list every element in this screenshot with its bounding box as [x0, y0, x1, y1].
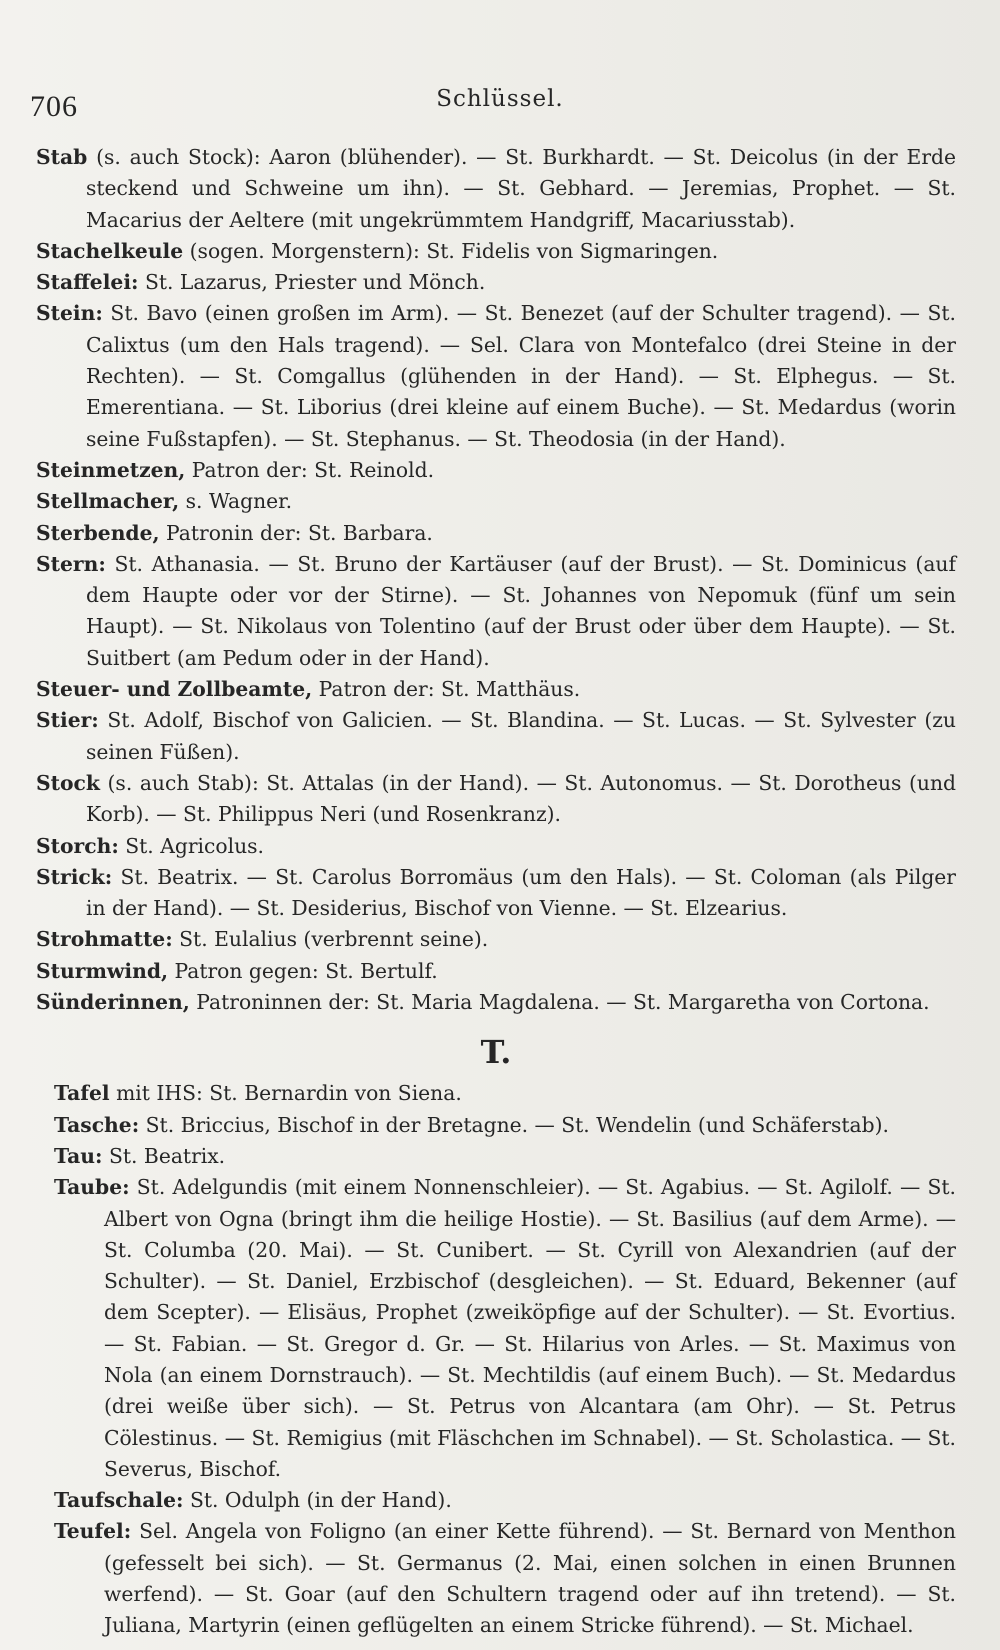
- entry-text: St. Agricolus.: [118, 833, 264, 858]
- entry-head: Stier:: [36, 708, 99, 733]
- entry-head: Taufschale:: [54, 1488, 184, 1513]
- page-number: 706: [30, 90, 78, 123]
- index-entry: [36, 831, 956, 862]
- entry-text: St. Lazarus, Priester und Mönch.: [138, 270, 486, 295]
- entry-text: Patron der: St. Reinold.: [185, 457, 435, 482]
- entry-head: Stachelkeule: [36, 238, 184, 263]
- entry-text: s. Wagner.: [179, 489, 293, 514]
- index-entry: [36, 768, 956, 831]
- index-entry: [54, 1516, 956, 1641]
- entry-text: Patronin der: St. Barbara.: [159, 520, 433, 545]
- entry-head: Strick:: [36, 864, 113, 889]
- entry-text: Sel. Angela von Foligno (an einer Kette führend). — St. Bernard von Menthon (gefesselt bei sich). — St. Germanus (2. Mai, einen solchen in einen Brunnen werfend). — St. Goar (auf den Schultern tragend oder auf ihn tretend). — St. Juliana, Martyrin (einen geflügelten an einem Stricke führend). — St. Michael.: [104, 1519, 956, 1638]
- index-entry: [54, 1141, 956, 1172]
- entry-head: Teufel:: [54, 1519, 132, 1544]
- entry-text: St. Adolf, Bischof von Galicien. — St. Blandina. — St. Lucas. — St. Sylvester (zu seinen Füßen).: [86, 708, 956, 764]
- entry-head: Stellmacher,: [36, 489, 180, 514]
- entry-text: St. Odulph (in der Hand).: [183, 1488, 452, 1513]
- index-entry: [54, 1485, 956, 1516]
- index-entry: [36, 956, 956, 987]
- entry-head: Steinmetzen,: [36, 457, 186, 482]
- index-entry: [36, 267, 956, 298]
- entry-head: Stein:: [36, 301, 103, 326]
- index-entry: [36, 674, 956, 705]
- entry-text: Patroninnen der: St. Maria Magdalena. — St. Margaretha von Cortona.: [189, 990, 930, 1015]
- entry-text: St. Adelgundis (mit einem Nonnenschleier). — St. Agabius. — St. Agilolf. — St. Albert von Ogna (bringt ihm die heilige Hostie). — St. Basilius (auf dem Arme). — St. Columba (20. Mai). — St. Cunibert. — St. Cyrill von Alexandrien (auf der Schulter). — St. Daniel, Erzbischof (desgleichen). — St. Eduard, Bekenner (auf dem Scepter). — Elisäus, Prophet (zweiköpfige auf der Schulter). — St. Evortius. — St. Fabian. — St. Gregor d. Gr. — St. Hilarius von Arles. — St. Maximus von Nola (an einem Dornstrauch). — St. Mechtildis (auf einem Buch). — St. Medardus (drei weiße über sich). — St. Petrus von Alcantara (am Ohr). — St. Petrus Cölestinus. — St. Remigius (mit Fläschchen im Schnabel). — St. Scholastica. — St. Severus, Bischof.: [104, 1175, 956, 1481]
- entry-text: St. Briccius, Bischof in der Bretagne. — St. Wendelin (und Schäferstab).: [139, 1112, 889, 1137]
- entry-head: Stern:: [36, 551, 106, 576]
- section-letter: T.: [480, 1033, 512, 1072]
- entry-head: Storch:: [36, 833, 119, 858]
- entry-text: St. Bavo (einen großen im Arm). — St. Benezet (auf der Schulter tragend). — St. Calixtus (um den Hals tragend). — Sel. Clara von Montefalco (drei Steine in der Rechten). — St. Comgallus (glühenden in der Hand). — St. Elphegus. — St. Emerentiana. — St. Liborius (drei kleine auf einem Buche). — St. Medardus (worin seine Fußstapfen). — St. Stephanus. — St. Theodosia (in der Hand).: [86, 301, 956, 451]
- running-head: Schlüssel.: [436, 86, 564, 112]
- entry-head: Steuer- und Zollbeamte,: [36, 677, 313, 702]
- index-entry: [36, 705, 956, 768]
- entry-text: Patron gegen: St. Bertulf.: [168, 958, 438, 983]
- entry-text: St. Athanasia. — St. Bruno der Kartäuser (auf der Brust). — St. Dominicus (auf dem Haupte oder vor der Stirne). — St. Johannes von Nepomuk (fünf um sein Haupt). — St. Nikolaus von Tolentino (auf der Brust oder über dem Haupte). — St. Suitbert (am Pedum oder in der Hand).: [86, 551, 956, 670]
- index-entry: [36, 549, 956, 674]
- entry-head: Sünderinnen,: [36, 990, 190, 1015]
- index-entry: [36, 862, 956, 925]
- entry-text: St. Beatrix. — St. Carolus Borromäus (um den Hals). — St. Coloman (als Pilger in der Hand). — St. Desiderius, Bischof von Vienne. — St. Elzearius.: [86, 864, 956, 921]
- index-entry: [36, 298, 956, 454]
- entry-head: Taube:: [54, 1175, 130, 1200]
- entry-head: Strohmatte:: [36, 927, 173, 952]
- index-entry: [36, 142, 956, 236]
- index-entries: [36, 142, 956, 1642]
- entry-head: Sterbende,: [36, 520, 160, 545]
- entry-text: (s. auch Stock): Aaron (blühender). — St. Burkhardt. — St. Deicolus (in der Erde steckend und Schweine um ihn). — St. Gebhard. — Jeremias, Prophet. — St. Macarius der Aeltere (mit ungekrümmtem Handgriff, Macariusstab).: [86, 145, 956, 232]
- entry-head: Tafel: [54, 1081, 110, 1106]
- index-entry: [54, 1110, 956, 1141]
- entry-head: Tasche:: [54, 1112, 140, 1137]
- entry-head: Stab: [36, 145, 88, 169]
- index-entry: [36, 924, 956, 955]
- index-entry: [54, 1172, 956, 1485]
- entry-text: St. Beatrix.: [102, 1143, 226, 1168]
- index-entry: [36, 987, 956, 1018]
- index-entry: [36, 455, 956, 486]
- entry-text: St. Eulalius (verbrennt seine).: [172, 927, 489, 952]
- entry-text: Patron der: St. Matthäus.: [312, 677, 581, 702]
- entry-head: Tau:: [54, 1143, 103, 1168]
- entry-text: (sogen. Morgenstern): St. Fidelis von Sigmaringen.: [183, 238, 719, 263]
- entry-head: Stock: [36, 770, 100, 795]
- entry-head: Sturmwind,: [36, 958, 169, 983]
- entry-head: Staffelei:: [36, 270, 139, 295]
- index-entry: [36, 236, 956, 267]
- index-entry: [36, 486, 956, 517]
- index-entry: [36, 518, 956, 549]
- entry-text: mit IHS: St. Bernardin von Siena.: [109, 1081, 462, 1106]
- entry-text: (s. auch Stab): St. Attalas (in der Hand). — St. Autonomus. — St. Dorotheus (und Korb). — St. Philippus Neri (und Rosenkranz).: [86, 770, 956, 827]
- index-entry: [54, 1078, 956, 1109]
